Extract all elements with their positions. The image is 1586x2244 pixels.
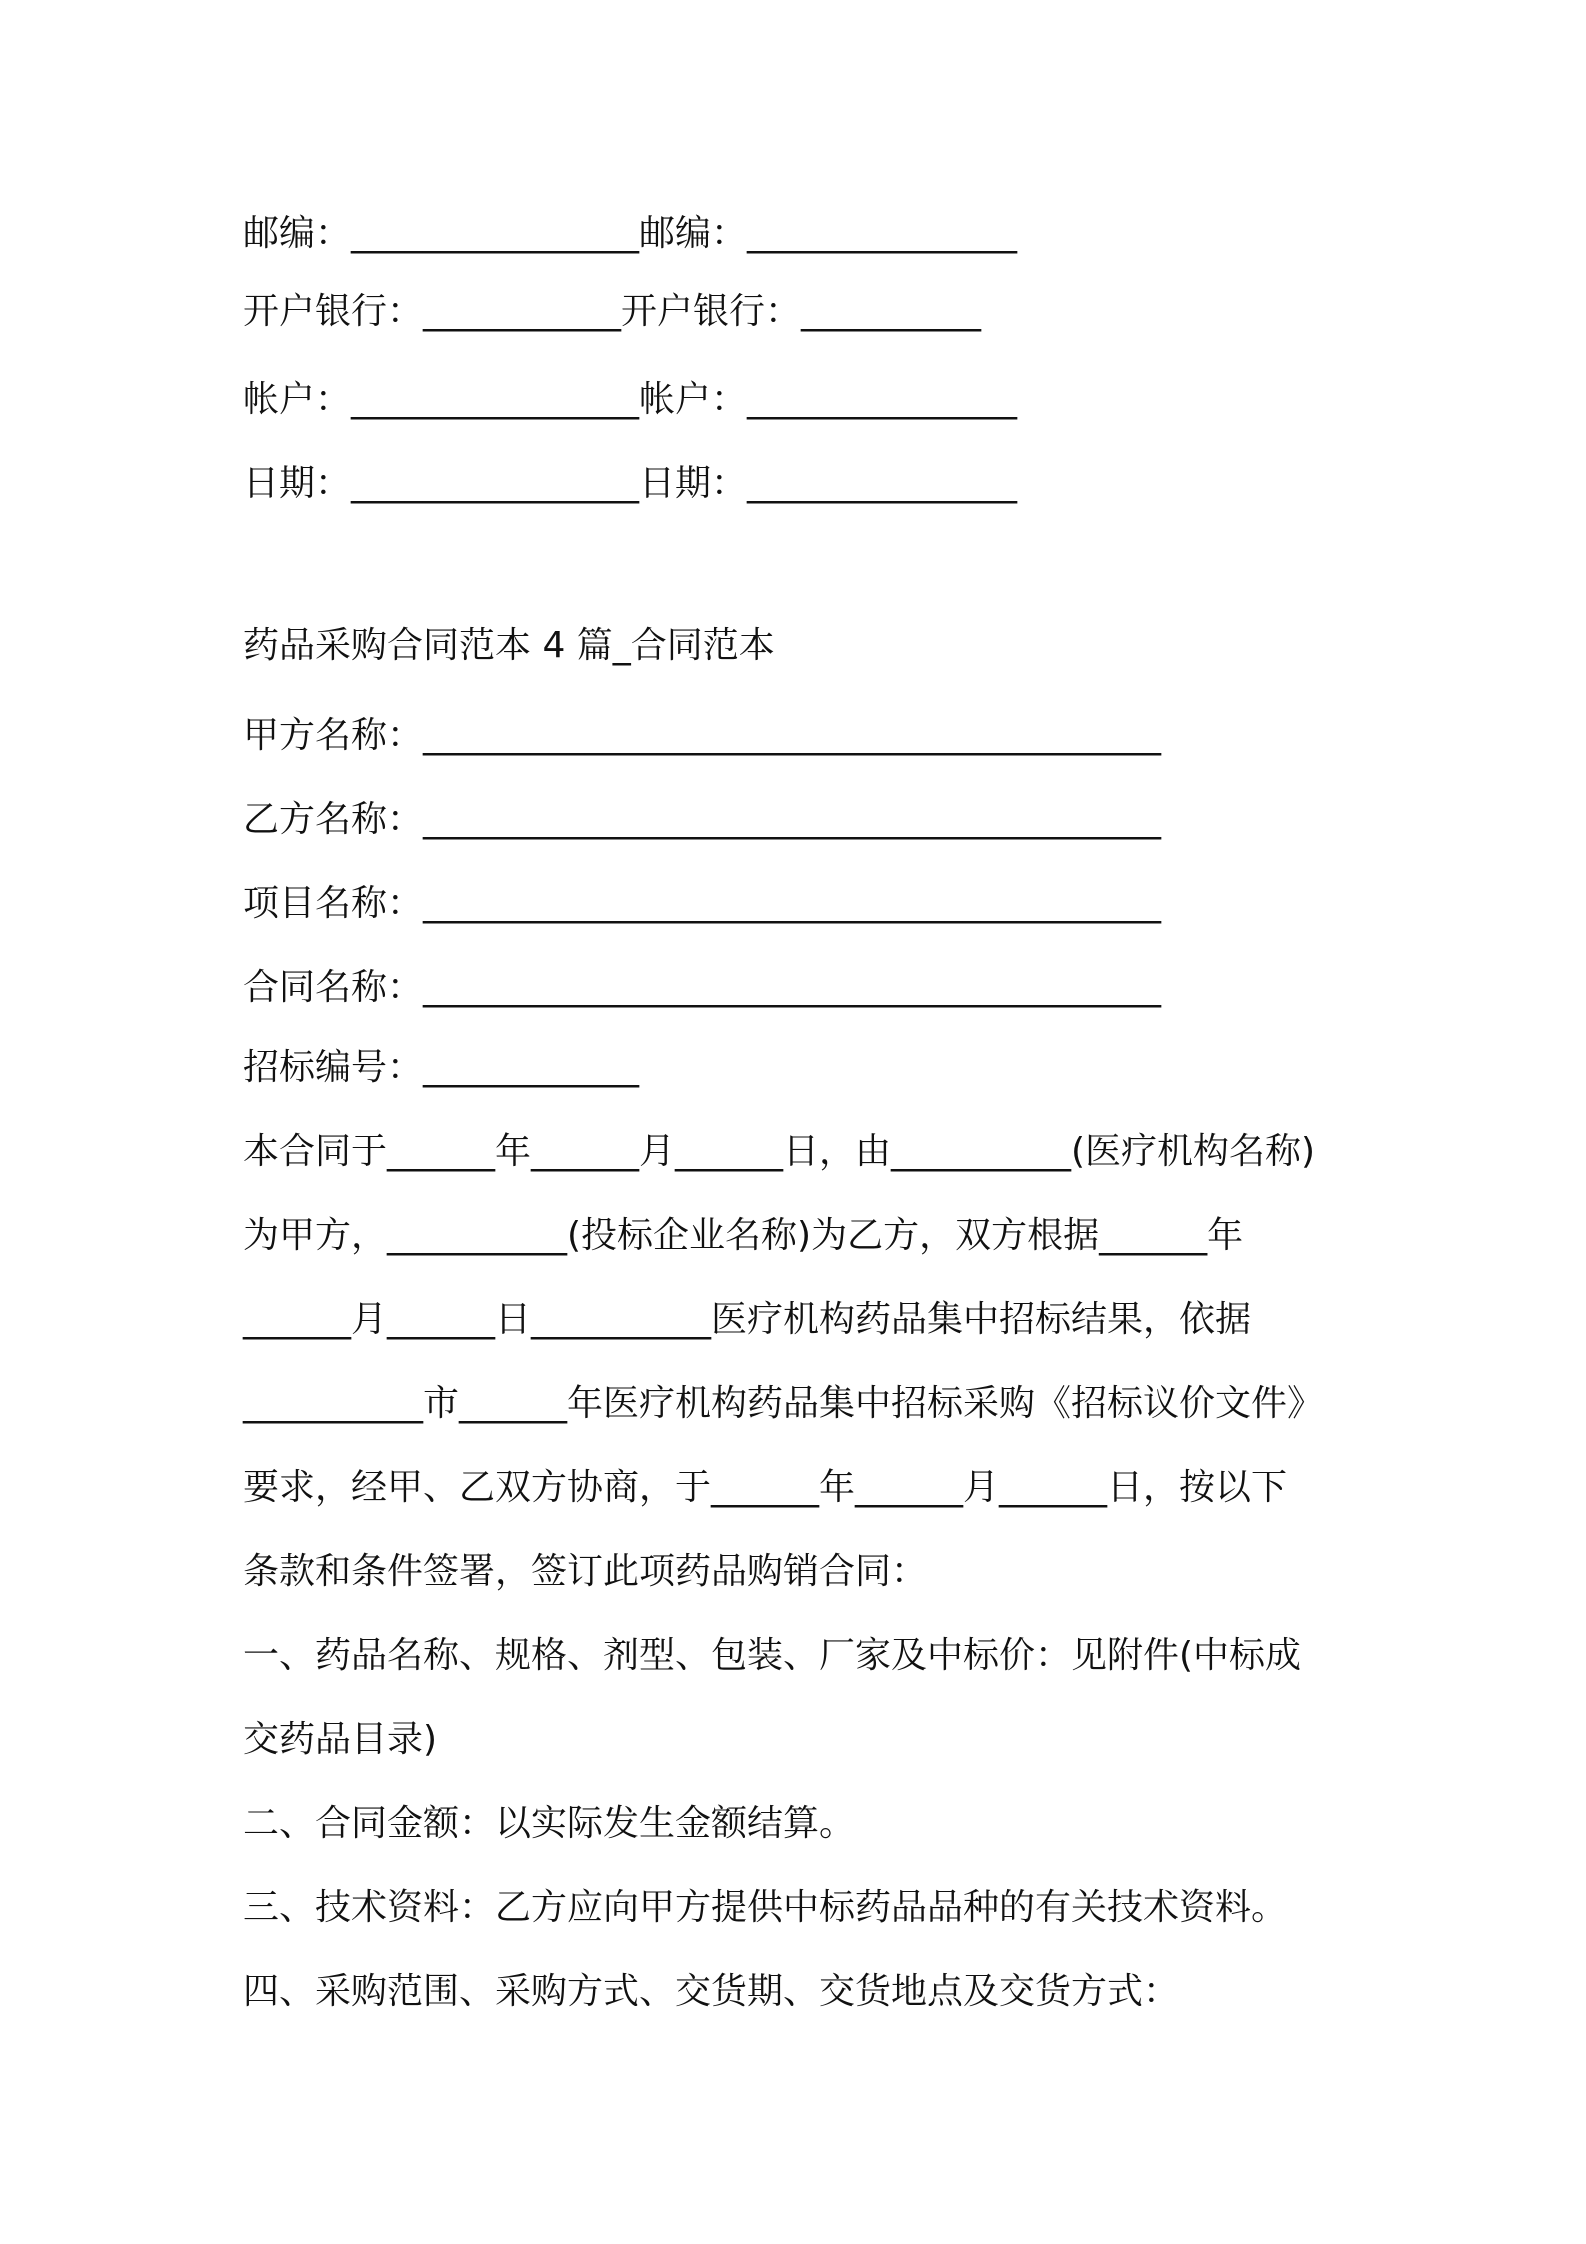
party-a-line: 甲方名称：_________________________________________ [243,715,1162,756]
date-line: 日期：________________日期：_______________ [243,463,1018,504]
contract-name-line: 合同名称：_________________________________________ [243,967,1162,1008]
party-b-line: 乙方名称：_________________________________________ [243,799,1162,840]
account-line: 帐户：________________帐户：_______________ [243,379,1018,420]
bid-number-line: 招标编号：____________ [243,1047,640,1088]
bank-line: 开户银行：___________开户银行：__________ [243,291,982,332]
clause-4-line: 四、采购范围、采购方式、交货期、交货地点及交货方式： [243,1971,1180,2012]
paragraph-line: __________市______年医疗机构药品集中招标采购《招标议价文件》 [243,1383,1324,1424]
clause-1-continuation: 交药品目录) [243,1719,438,1760]
clause-1-line: 一、药品名称、规格、剂型、包装、厂家及中标价：见附件(中标成 [243,1635,1302,1676]
postcode-line: 邮编：________________邮编：_______________ [243,213,1018,254]
document-title: 药品采购合同范本 4 篇_合同范本 [243,625,775,666]
paragraph-line: ______月______日__________医疗机构药品集中招标结果，依据 [243,1299,1252,1340]
paragraph-line: 要求，经甲、乙双方协商，于______年______月______日，按以下 [243,1467,1288,1508]
paragraph-line: 为甲方，__________(投标企业名称)为乙方，双方根据______年 [243,1215,1244,1256]
clause-2-line: 二、合同金额：以实际发生金额结算。 [243,1803,856,1844]
paragraph-line: 本合同于______年______月______日，由__________(医疗机构名称) [243,1131,1316,1172]
clause-3-line: 三、技术资料：乙方应向甲方提供中标药品品种的有关技术资料。 [243,1887,1288,1928]
paragraph-line: 条款和条件签署，签订此项药品购销合同： [243,1551,928,1592]
project-line: 项目名称：_________________________________________ [243,883,1162,924]
